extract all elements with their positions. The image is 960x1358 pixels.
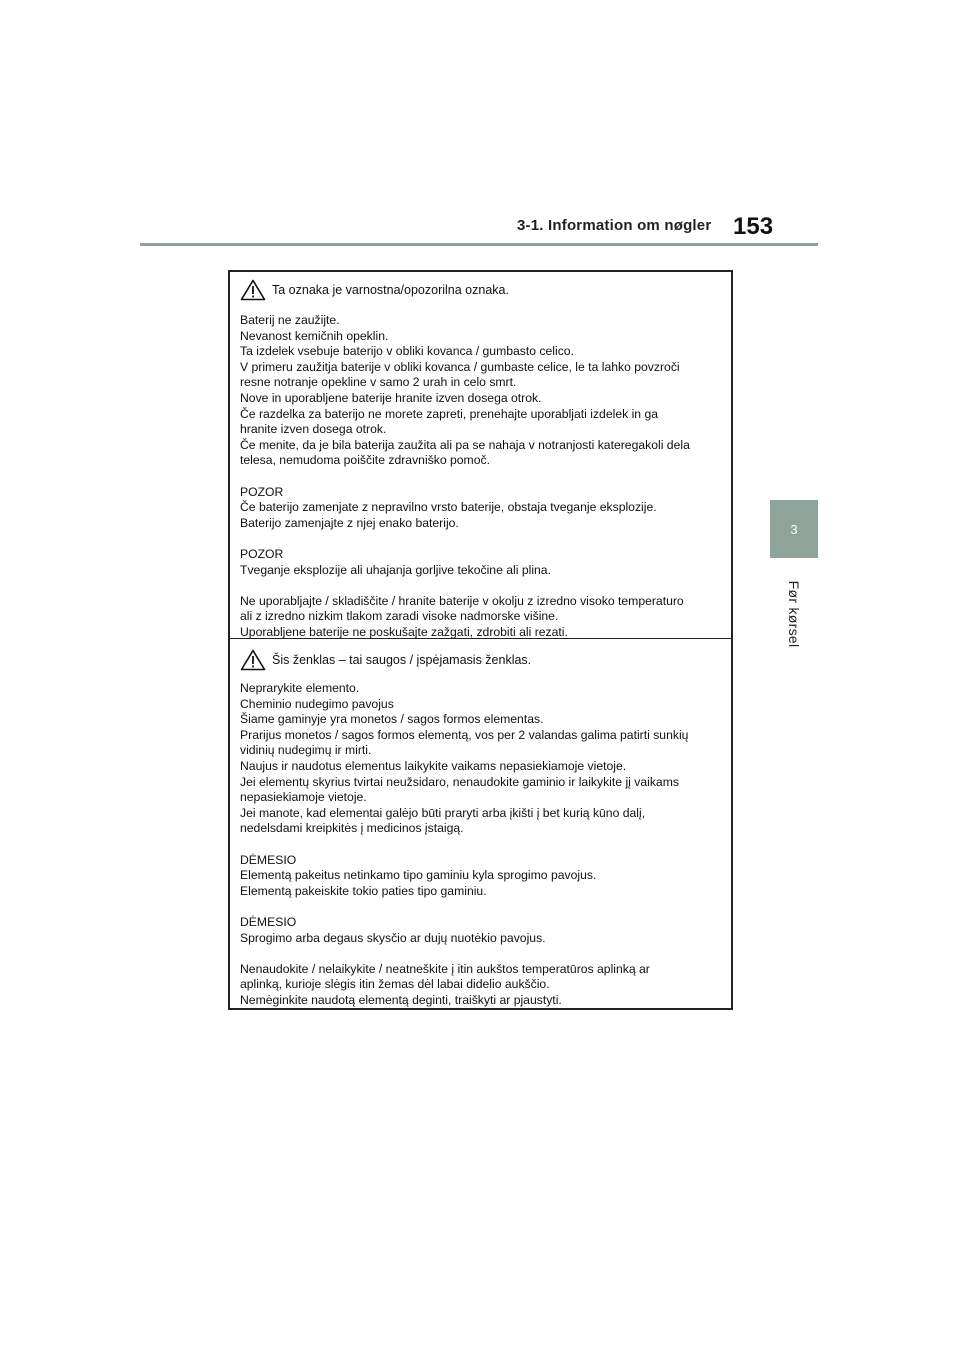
section-divider xyxy=(230,638,731,639)
warning-heading-lithuanian xyxy=(240,649,531,671)
text-line: Cheminio nudegimo pavojus xyxy=(240,696,394,711)
text-line: V primeru zaužitja baterije v obliki kovanca / gumbaste celice, le ta lahko povzroči xyxy=(240,359,680,374)
text-line: Nemėginkite naudotą elementą deginti, traiškyti ar pjaustyti. xyxy=(240,992,562,1007)
chapter-number: 3 xyxy=(790,521,798,537)
text-line: Elementą pakeitus netinkamo tipo gaminiu kyla sprogimo pavojus. xyxy=(240,868,597,883)
text-line: Uporabljene baterije ne poskušajte zažgati, zdrobiti ali rezati. xyxy=(240,624,568,639)
warning-section-lithuanian xyxy=(230,640,731,1008)
caution-label: DĖMESIO xyxy=(240,914,297,929)
text-line: Jei elementų skyrius tvirtai neužsidaro, nenaudokite gaminio ir laikykite jį vaikams xyxy=(240,774,679,789)
page-number: 153 xyxy=(733,213,774,240)
text-line: Če razdelka za baterijo ne morete zapreti, prenehajte uporabljati izdelek in ga xyxy=(240,406,659,421)
paragraph xyxy=(240,313,723,469)
paragraph xyxy=(240,962,723,1009)
warning-triangle-icon xyxy=(240,649,266,671)
text-line: Naujus ir naudotus elementus laikykite vaikams nepasiekiamoje vietoje. xyxy=(240,758,627,773)
text-line: Če menite, da je bila baterija zaužita ali pa se nahaja v notranjosti kateregakoli dela xyxy=(240,437,690,452)
text-line: nedelsdami kreipkitės į medicinos įstaigą. xyxy=(240,821,464,836)
text-line: Če baterijo zamenjate z nepravilno vrsto baterije, obstaja tveganje eksplozije. xyxy=(240,500,657,515)
caution-label: POZOR xyxy=(240,484,284,499)
text-line: Nevanost kemičnih opeklin. xyxy=(240,328,389,343)
paragraph xyxy=(240,681,723,837)
text-line: Nenaudokite / nelaikykite / neatneškite į itin aukštos temperatūros aplinką ar xyxy=(240,961,650,976)
text-line: Sprogimo arba degaus skysčio ar dujų nuotėkio pavojus. xyxy=(240,930,546,945)
text-line: resne notranje opekline v samo 2 urah in celo smrt. xyxy=(240,375,517,390)
warning-triangle-icon xyxy=(240,279,266,301)
paragraph xyxy=(240,853,723,900)
chapter-label: Før kørsel xyxy=(786,580,802,648)
paragraph xyxy=(240,594,723,641)
text-line: Baterijo zamenjajte z njej enako baterijo. xyxy=(240,515,459,530)
header-rule xyxy=(140,243,818,246)
warning-heading-text: Šis ženklas – tai saugos / įspėjamasis ženklas. xyxy=(272,653,532,667)
text-line: nepasiekiamoje vietoje. xyxy=(240,790,367,805)
caution-label: DĖMESIO xyxy=(240,852,297,867)
text-line: Nove in uporabljene baterije hranite izven dosega otrok. xyxy=(240,390,542,405)
text-line: ali z izredno nizkim tlakom zaradi visoke nadmorske višine. xyxy=(240,609,559,624)
text-line: Ne uporabljajte / skladiščite / hranite baterije v okolju z izredno visoko temperaturo xyxy=(240,593,684,608)
chapter-tab xyxy=(770,500,818,558)
caution-label: POZOR xyxy=(240,546,284,561)
text-line: Baterij ne zaužijte. xyxy=(240,313,340,327)
text-line: Prarijus monetos / sagos formos elementą, vos per 2 valandas galima patirti sunkių xyxy=(240,727,689,742)
text-line: vidinių nudegimų ir mirti. xyxy=(240,743,372,758)
text-line: aplinką, kurioje slėgis itin žemas dėl labai didelio aukščio. xyxy=(240,977,550,992)
warning-body-lithuanian xyxy=(240,681,723,1024)
warning-section-slovenian xyxy=(230,272,731,638)
paragraph xyxy=(240,547,723,578)
text-line: Tveganje eksplozije ali uhajanja gorljive tekočine ali plina. xyxy=(240,562,551,577)
text-line: Ta izdelek vsebuje baterijo v obliki kovanca / gumbasto celico. xyxy=(240,344,574,359)
paragraph xyxy=(240,915,723,946)
battery-warning-box xyxy=(228,270,733,1010)
text-line: Šiame gaminyje yra monetos / sagos formos elementas. xyxy=(240,712,544,727)
warning-body-slovenian xyxy=(240,313,723,656)
text-line: Elementą pakeiskite tokio paties tipo gaminiu. xyxy=(240,883,487,898)
section-title: 3-1. Information om nøgler xyxy=(517,217,712,234)
text-line: Jei manote, kad elementai galėjo būti praryti arba įkišti į bet kurią kūno dalį, xyxy=(240,805,646,820)
text-line: Neprarykite elemento. xyxy=(240,681,360,695)
paragraph xyxy=(240,485,723,532)
text-line: hranite izven dosega otrok. xyxy=(240,422,387,437)
warning-heading-slovenian xyxy=(240,279,509,301)
warning-heading-text: Ta oznaka je varnostna/opozorilna oznaka. xyxy=(272,283,509,297)
text-line: telesa, nemudoma poiščite zdravniško pomoč. xyxy=(240,453,490,468)
